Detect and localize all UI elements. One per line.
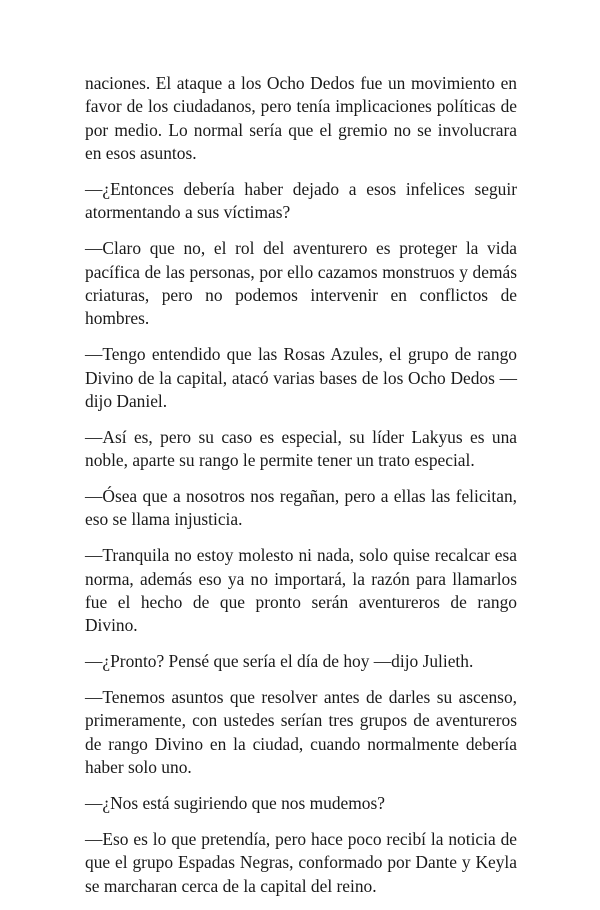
paragraph-5: —Así es, pero su caso es especial, su líder Lakyus es una noble, aparte su rango le permite tener un trato especial. bbox=[85, 426, 517, 471]
paragraph-2: —¿Entonces debería haber dejado a esos infelices seguir atormentando a sus víctimas? bbox=[85, 179, 517, 223]
paragraph-11: —Eso es lo que pretendía, pero hace poco recibí la noticia de que el grupo Espadas Negras, conformado por Dante y Keyla se marcharan cerca de la capital del reino. bbox=[85, 828, 517, 896]
paragraph-4: —Tengo entendido que las Rosas Azules, el grupo de rango Divino de la capital, atacó varias bases de los Ocho Dedos —dijo Daniel. bbox=[85, 344, 517, 412]
paragraph-9: —Tenemos asuntos que resolver antes de darles su ascenso, primeramente, con ustedes serían tres grupos de aventureros de rango Divino en la ciudad, cuando normalmente debería haber solo uno. bbox=[85, 687, 517, 778]
paragraph-1: naciones. El ataque a los Ocho Dedos fue un movimiento en favor de los ciudadanos, pero tenía implicaciones políticas de por medio. Lo normal sería que el gremio no se involucrara en esos asuntos. bbox=[85, 73, 517, 164]
paragraph-3: —Claro que no, el rol del aventurero es proteger la vida pacífica de las personas, por ello cazamos monstruos y demás criaturas, pero no podemos intervenir en conflictos de hombres. bbox=[85, 238, 517, 329]
paragraph-6: —Ósea que a nosotros nos regañan, pero a ellas las felicitan, eso se llama injusticia. bbox=[85, 486, 517, 530]
paragraph-8: —¿Pronto? Pensé que sería el día de hoy —dijo Julieth. bbox=[85, 651, 474, 672]
page-body-text bbox=[85, 72, 517, 910]
paragraph-7: —Tranquila no estoy molesto ni nada, solo quise recalcar esa norma, además eso ya no importará, la razón para llamarlos fue el hecho de que pronto serán aventureros de rango Divino. bbox=[85, 545, 517, 636]
paragraph-10: —¿Nos está sugiriendo que nos mudemos? bbox=[85, 793, 385, 814]
